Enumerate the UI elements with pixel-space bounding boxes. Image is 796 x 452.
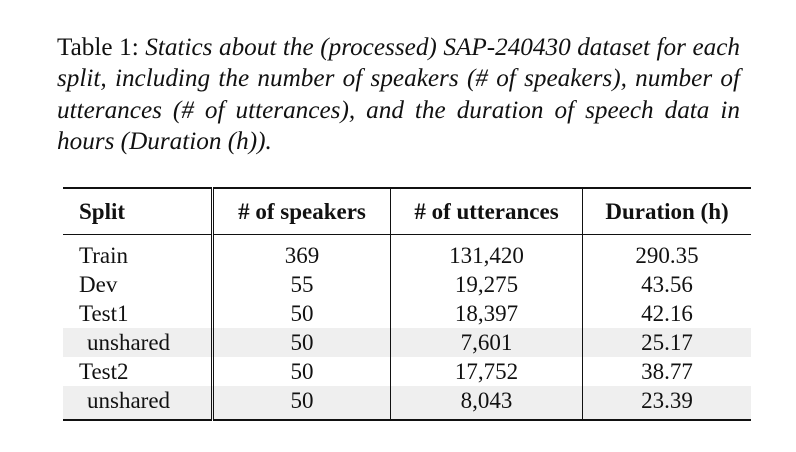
table-row-unshared [63, 386, 751, 420]
cell-utterances: 131,420 [391, 235, 583, 271]
table-row [63, 299, 751, 328]
header-split: Split [79, 198, 126, 224]
cell-utterances: 7,601 [391, 328, 583, 357]
cell-utterances: 8,043 [391, 386, 583, 420]
cell-speakers: 50 [213, 328, 391, 357]
table-caption [57, 32, 740, 157]
cell-speakers: 50 [213, 357, 391, 386]
table-row-unshared [63, 328, 751, 357]
table-header-row [63, 188, 751, 235]
header-duration: Duration (h) [583, 188, 752, 235]
cell-split: Dev [79, 271, 118, 297]
cell-split: Test1 [79, 300, 129, 326]
cell-duration: 38.77 [583, 357, 752, 386]
cell-duration: 290.35 [583, 235, 752, 271]
caption-text: Statics about the (processed) SAP-240430 dataset for each split, including the number of speakers (# of speakers), number of utterances (# of utterances), and the duration of speech data in hours (Duration (h)). [57, 34, 741, 155]
cell-utterances: 18,397 [391, 299, 583, 328]
cell-split: unshared [63, 328, 213, 357]
cell-speakers: 50 [213, 299, 391, 328]
cell-split: Train [79, 242, 128, 268]
caption-label: Table 1: [57, 34, 139, 61]
header-speakers: # of speakers [213, 188, 391, 235]
cell-duration: 42.16 [583, 299, 752, 328]
dataset-statistics-table [63, 187, 751, 421]
cell-split: Test2 [79, 358, 129, 384]
table-row [63, 235, 751, 271]
cell-speakers: 55 [213, 270, 391, 299]
cell-utterances: 17,752 [391, 357, 583, 386]
table-row [63, 357, 751, 386]
cell-utterances: 19,275 [391, 270, 583, 299]
data-table-wrapper [63, 187, 736, 421]
cell-duration: 43.56 [583, 270, 752, 299]
cell-speakers: 50 [213, 386, 391, 420]
table-row [63, 270, 751, 299]
cell-duration: 25.17 [583, 328, 752, 357]
cell-speakers: 369 [213, 235, 391, 271]
header-utterances: # of utterances [391, 188, 583, 235]
cell-duration: 23.39 [583, 386, 752, 420]
cell-split: unshared [63, 386, 213, 420]
